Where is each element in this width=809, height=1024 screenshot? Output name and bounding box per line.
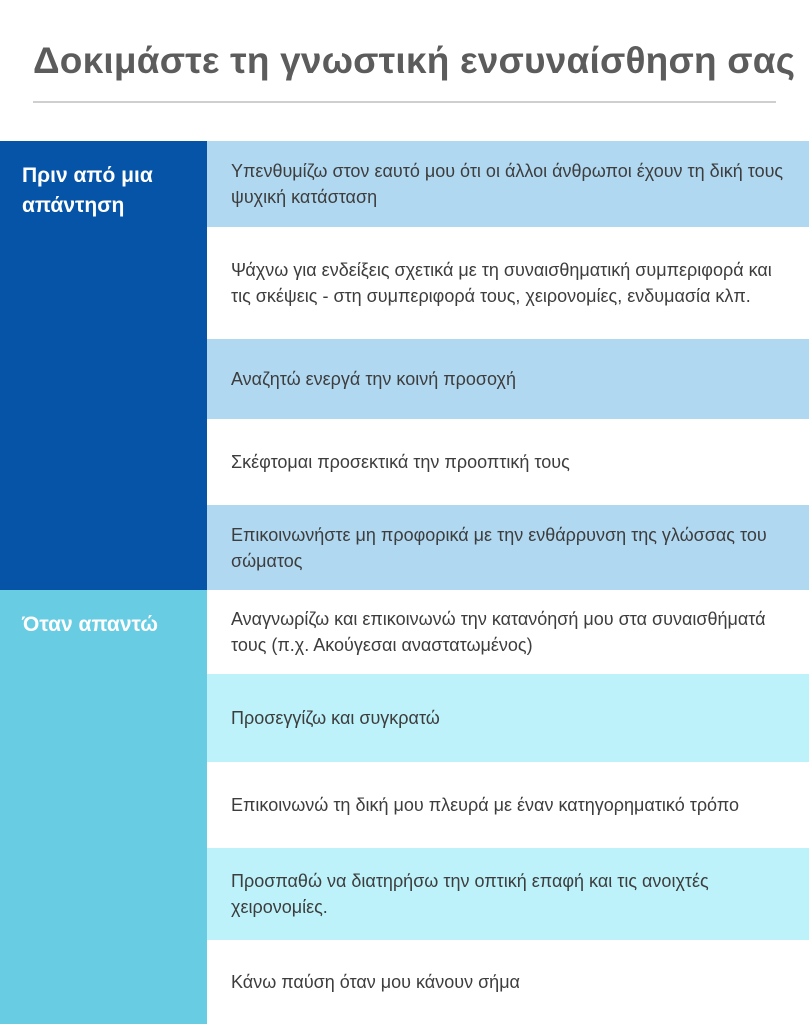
list-item bbox=[207, 505, 809, 590]
list-item bbox=[207, 339, 809, 419]
list-item bbox=[207, 674, 809, 762]
section-sidebar bbox=[0, 141, 207, 590]
list-item bbox=[207, 762, 809, 848]
title-divider bbox=[33, 101, 776, 103]
list-item-text: Αναγνωρίζω και επικοινωνώ την κατανόησή μου στα συναισθήματά τους (π.χ. Ακούγεσαι αναστατωμένος) bbox=[231, 609, 766, 655]
section-label: Όταν απαντώ bbox=[22, 613, 159, 636]
list-item-text: Επικοινωνήστε μη προφορικά με την ενθάρρυνση της γλώσσας του σώματος bbox=[231, 524, 767, 571]
list-item-text: Ψάχνω για ενδείξεις σχετικά με τη συναισθηματική συμπεριφορά και τις σκέψεις - στη συμπεριφορά τους, χειρονομίες, ενδυμασία κλπ. bbox=[231, 260, 772, 306]
list-item bbox=[207, 590, 809, 674]
list-item-text: Αναζητώ ενεργά την κοινή προσοχή bbox=[231, 369, 517, 389]
list-item bbox=[207, 848, 809, 940]
list-item bbox=[207, 141, 809, 227]
list-item-text: Προσπαθώ να διατηρήσω την οπτική επαφή και τις ανοιχτές χειρονομίες. bbox=[231, 871, 709, 917]
list-item-text: Προσεγγίζω και συγκρατώ bbox=[231, 708, 440, 728]
list-item-text: Υπενθυμίζω στον εαυτό μου ότι οι άλλοι άνθρωποι έχουν τη δική τους ψυχική κατάσταση bbox=[231, 161, 784, 207]
list-item bbox=[207, 940, 809, 1024]
page-title: Δοκιμάστε τη γνωστική ενσυναίσθηση σας bbox=[33, 40, 796, 81]
section-label: Πριν από μια απάντηση bbox=[22, 164, 153, 217]
list-item-text: Σκέφτομαι προσεκτικά την προοπτική τους bbox=[231, 452, 570, 472]
list-item-text: Επικοινωνώ τη δική μου πλευρά με έναν κατηγορηματικό τρόπο bbox=[231, 795, 739, 815]
list-item bbox=[207, 419, 809, 505]
list-item-text: Κάνω παύση όταν μου κάνουν σήμα bbox=[231, 972, 520, 992]
section-when-responding bbox=[0, 590, 809, 1024]
list-item bbox=[207, 227, 809, 339]
section-sidebar bbox=[0, 590, 207, 1024]
section-before-response bbox=[0, 141, 809, 590]
